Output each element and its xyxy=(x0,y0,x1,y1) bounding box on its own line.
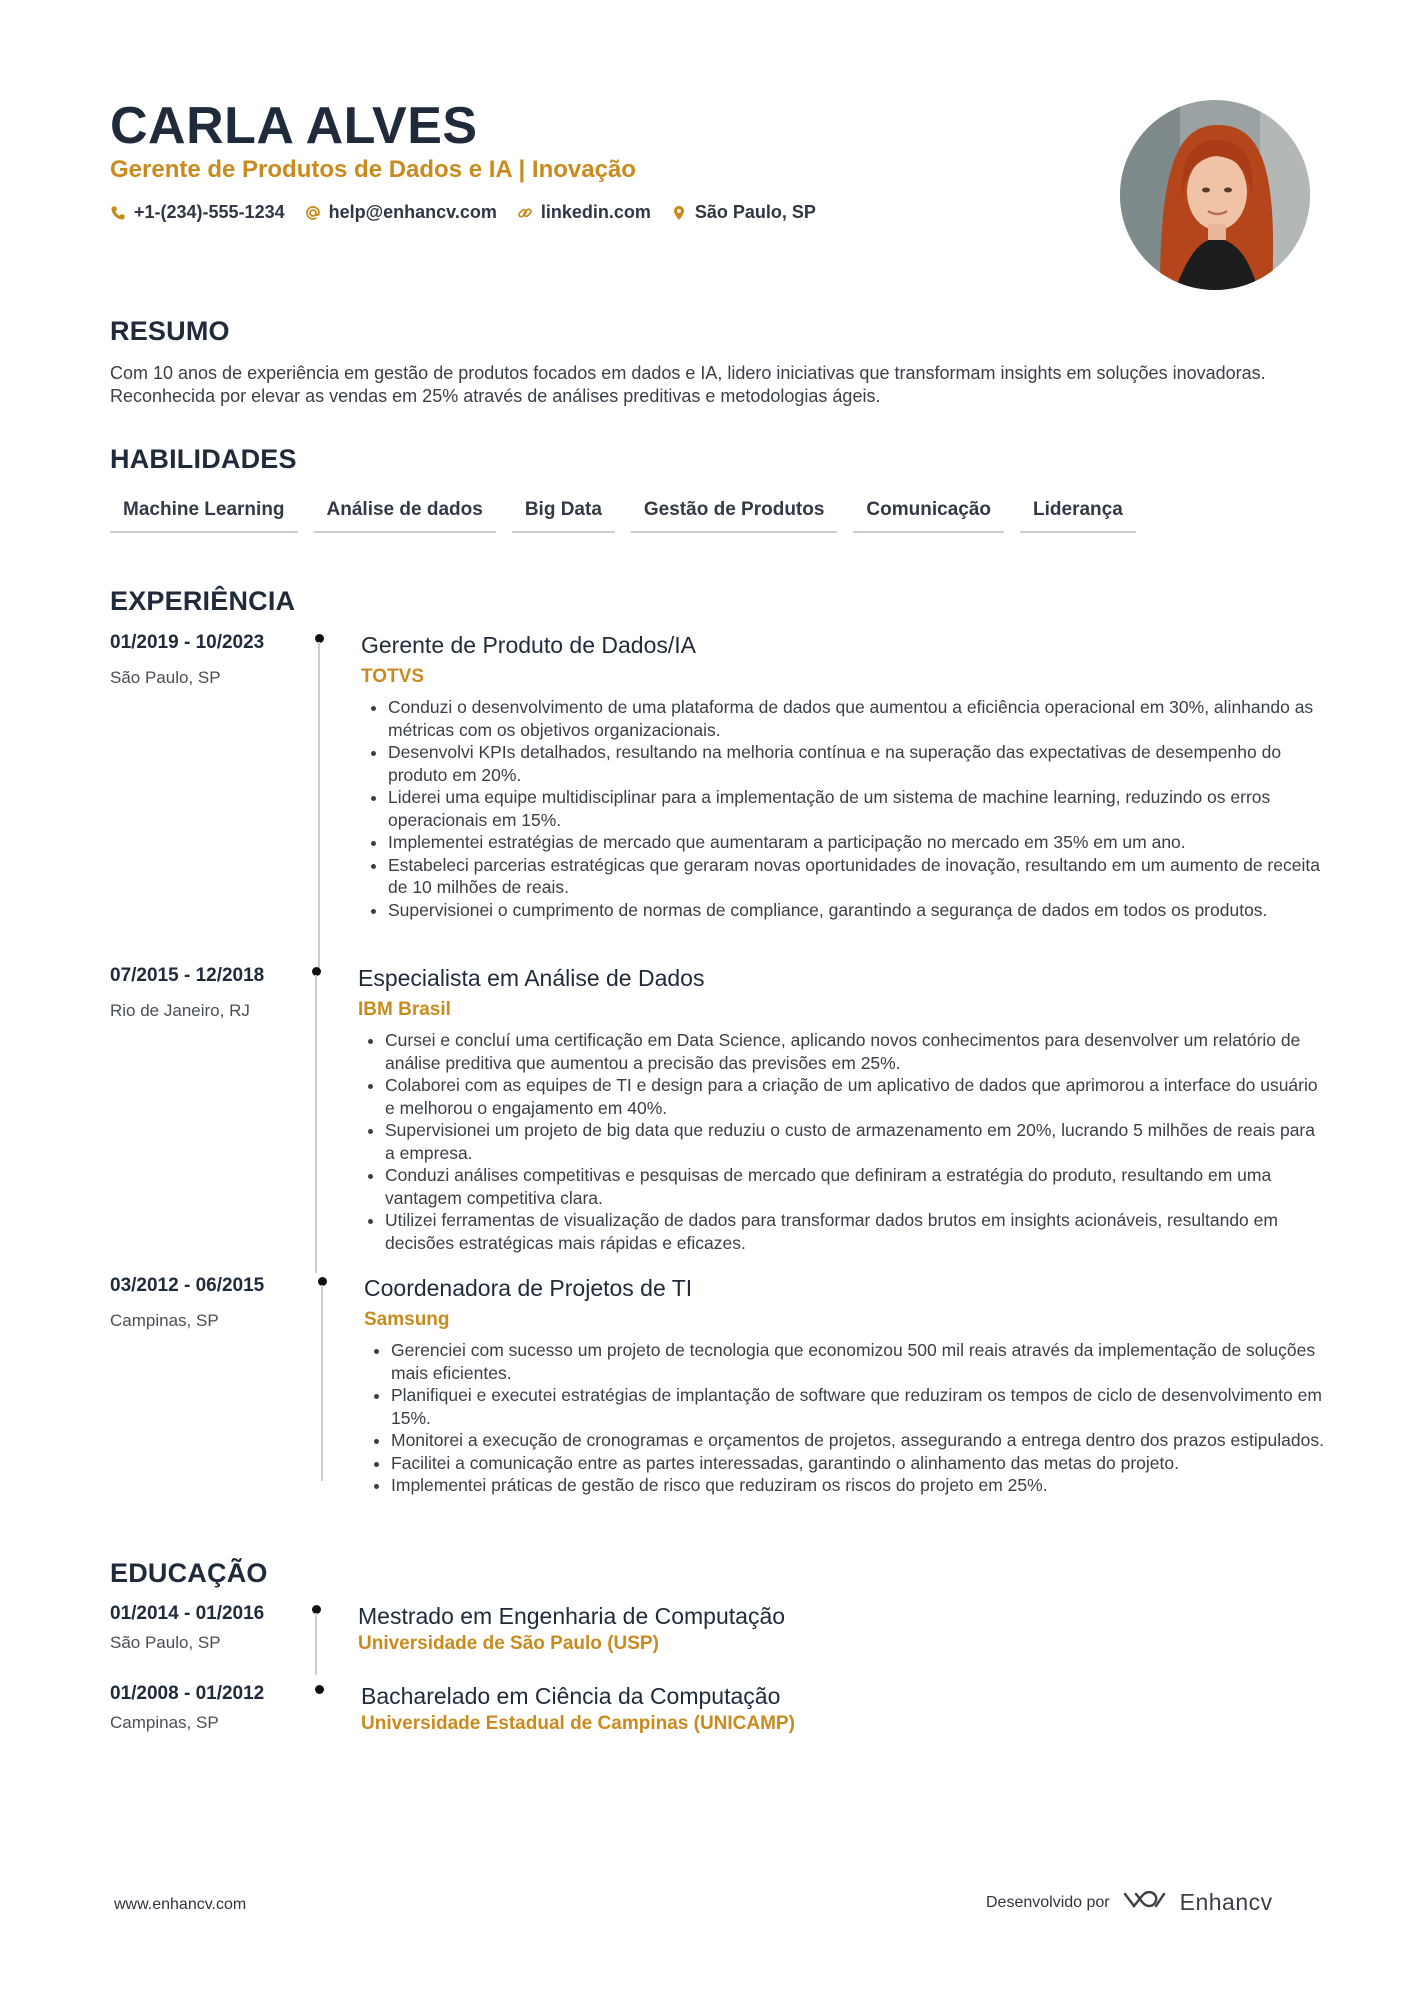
skill-tag: Comunicação xyxy=(853,496,1004,533)
job-company: Samsung xyxy=(364,1309,450,1330)
contact-location xyxy=(671,202,816,223)
contact-linkedin-text: linkedin.com xyxy=(540,202,651,222)
job-location: Campinas, SP xyxy=(110,1311,219,1330)
job-company: IBM Brasil xyxy=(358,999,451,1020)
job-bullet: • Estabeleci parcerias estratégicas que geraram novas oportunidades de inovação, resultando em um aumento de receita de 10 milhões de reais. xyxy=(388,854,1328,899)
job-bullet: • Conduzi análises competitivas e pesquisas de mercado que definiram a estratégia do produto, resultando em uma vantagem competitiva clara. xyxy=(385,1164,1325,1209)
profile-photo xyxy=(1120,100,1310,290)
timeline-line xyxy=(321,1285,323,1481)
job-bullet: • Facilitei a comunicação entre as partes interessadas, garantindo o alinhamento das metas do projeto. xyxy=(391,1452,1331,1475)
summary-heading: RESUMO xyxy=(110,316,230,346)
experience-heading: EXPERIÊNCIA xyxy=(110,586,296,616)
job-dates: 03/2012 - 06/2015 xyxy=(110,1275,265,1296)
education-dates: 01/2008 - 01/2012 xyxy=(110,1683,265,1704)
candidate-name: CARLA ALVES xyxy=(110,97,478,155)
education-school: Universidade de São Paulo (USP) xyxy=(358,1633,659,1654)
contact-linkedin[interactable] xyxy=(517,202,651,223)
job-title: Gerente de Produto de Dados/IA xyxy=(361,632,696,658)
education-location: Campinas, SP xyxy=(110,1713,219,1732)
job-bullet: • Conduzi o desenvolvimento de uma plataforma de dados que aumentou a eficiência operacional em 30%, alinhando as métricas com os objetivos organizacionais. xyxy=(388,696,1328,741)
skills-heading: HABILIDADES xyxy=(110,444,297,474)
skill-tag: Gestão de Produtos xyxy=(631,496,838,533)
footer-brand[interactable] xyxy=(986,1888,1273,1917)
timeline-line xyxy=(315,1613,317,1675)
job-bullet: • Implementei práticas de gestão de risco que reduziram os riscos do projeto em 25%. xyxy=(391,1474,1331,1497)
contact-phone-text: +1-(234)-555-1234 xyxy=(134,202,285,222)
timeline-dot xyxy=(315,1685,324,1694)
education-heading: EDUCAÇÃO xyxy=(110,1558,268,1588)
contact-email[interactable] xyxy=(305,202,497,223)
contact-email-text: help@enhancv.com xyxy=(328,202,497,222)
job-bullet: • Desenvolvi KPIs detalhados, resultando na melhoria contínua e na superação das expectativas de desempenho do produto em 20%. xyxy=(388,741,1328,786)
job-bullet: • Utilizei ferramentas de visualização de dados para transformar dados brutos em insights acionáveis, resultando em decisões estratégicas mais rápidas e eficazes. xyxy=(385,1209,1325,1254)
powered-by-label: Desenvolvido por xyxy=(986,1893,1110,1911)
education-degree: Mestrado em Engenharia de Computação xyxy=(358,1603,786,1629)
job-title: Especialista em Análise de Dados xyxy=(358,965,705,991)
job-location: Rio de Janeiro, RJ xyxy=(110,1001,250,1020)
job-company: TOTVS xyxy=(361,666,424,687)
link-icon xyxy=(517,205,533,221)
timeline-line xyxy=(315,975,317,1273)
summary-text: Com 10 anos de experiência em gestão de produtos focados em dados e IA, lidero iniciativas que transformam insights em soluções inovadoras. Reconhecida por elevar as vendas em 25% através de análises preditivas e metodologias ágeis. xyxy=(110,363,1266,406)
skill-tag: Análise de dados xyxy=(314,496,496,533)
skills-list xyxy=(110,496,1136,533)
job-bullet: • Supervisionei o cumprimento de normas de compliance, garantindo a segurança de dados em todos os produtos. xyxy=(388,899,1328,922)
location-icon xyxy=(671,205,687,221)
job-bullet: • Gerenciei com sucesso um projeto de tecnologia que economizou 500 mil reais através da implementação de soluções mais eficientes. xyxy=(391,1339,1331,1384)
contact-bar xyxy=(110,202,816,223)
phone-icon xyxy=(110,205,126,221)
education-location: São Paulo, SP xyxy=(110,1633,221,1652)
job-bullet: • Monitorei a execução de cronogramas e orçamentos de projetos, assegurando a entrega dentro dos prazos estipulados. xyxy=(391,1429,1331,1452)
job-dates: 01/2019 - 10/2023 xyxy=(110,632,265,653)
job-location: São Paulo, SP xyxy=(110,668,221,687)
job-bullet: • Planifiquei e executei estratégias de implantação de software que reduziram os tempos de ciclo de desenvolvimento em 15%. xyxy=(391,1384,1331,1429)
at-icon xyxy=(305,205,321,221)
job-title: Coordenadora de Projetos de TI xyxy=(364,1275,693,1301)
timeline-line xyxy=(318,642,320,968)
education-school: Universidade Estadual de Campinas (UNICAMP) xyxy=(361,1713,795,1734)
job-dates: 07/2015 - 12/2018 xyxy=(110,965,265,986)
job-bullet: • Liderei uma equipe multidisciplinar para a implementação de um sistema de machine learning, reduzindo os erros operacionais em 15%. xyxy=(388,786,1328,831)
contact-location-text: São Paulo, SP xyxy=(694,202,816,222)
job-bullet: • Colaborei com as equipes de TI e design para a criação de um aplicativo de dados que aprimorou a interface do usuário e melhorou o engajamento em 40%. xyxy=(385,1074,1325,1119)
job-bullets xyxy=(367,1339,1331,1497)
skill-tag: Liderança xyxy=(1020,496,1136,533)
brand-name: Enhancv xyxy=(1179,1889,1273,1915)
education-degree: Bacharelado em Ciência da Computação xyxy=(361,1683,781,1709)
job-bullet: • Supervisionei um projeto de big data que reduziu o custo de armazenamento em 20%, lucrando 5 milhões de reais para a empresa. xyxy=(385,1119,1325,1164)
enhancv-logo-icon xyxy=(1122,1888,1168,1917)
candidate-title: Gerente de Produtos de Dados e IA | Inovação xyxy=(110,156,636,183)
job-bullet: • Implementei estratégias de mercado que aumentaram a participação no mercado em 35% em um ano. xyxy=(388,831,1328,854)
contact-phone[interactable] xyxy=(110,202,285,223)
skill-tag: Big Data xyxy=(512,496,615,533)
job-bullets xyxy=(364,696,1328,921)
job-bullet: • Cursei e concluí uma certificação em Data Science, aplicando novos conhecimentos para desenvolver um relatório de análise preditiva que aumentou a precisão das previsões em 25%. xyxy=(385,1029,1325,1074)
footer-website[interactable]: www.enhancv.com xyxy=(114,1896,247,1913)
job-bullets xyxy=(361,1029,1325,1254)
skill-tag: Machine Learning xyxy=(110,496,298,533)
education-dates: 01/2014 - 01/2016 xyxy=(110,1603,265,1624)
